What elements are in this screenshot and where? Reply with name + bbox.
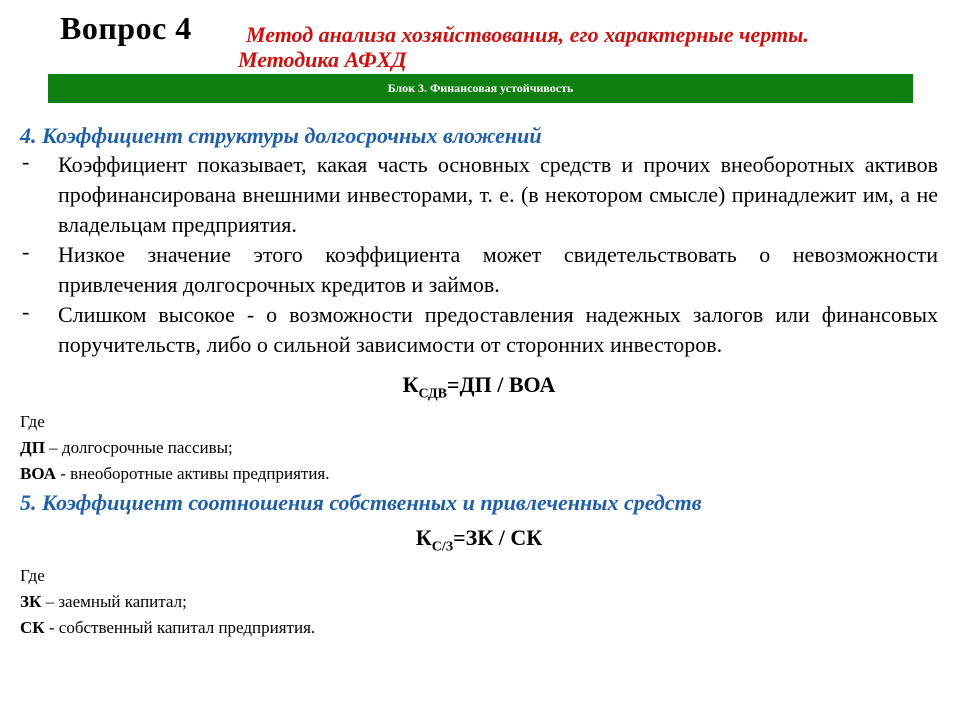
formula-expression: =ЗК / СК <box>453 525 543 551</box>
definition-text: – заемный капитал; <box>41 591 187 611</box>
definition-text: - внеоборотные активы предприятия. <box>56 464 330 484</box>
formula-subscript: СДВ <box>418 386 447 402</box>
formula-expression: =ДП / ВОА <box>446 372 556 397</box>
formula-sdv <box>20 370 938 409</box>
bullet-text: Низкое значение этого коэффициента может свидетельствовать о невозможности привлечения долгосрочных кредитов и займов. <box>58 242 938 297</box>
where-label: Где <box>20 565 45 585</box>
definition-term: ВОА <box>20 464 56 484</box>
where-label: Где <box>20 412 45 432</box>
bullet-item <box>20 150 938 240</box>
bullet-text: Коэффициент показывает, какая часть основных средств и прочих внеоборотных активов профинансирована внешними инвесторами, т. е. (в некотором смысле) принадлежит им, а не владельцам предприятия. <box>58 152 938 237</box>
formula-k: К <box>402 372 419 397</box>
section-5-heading: 5. Коэффициент соотношения собственных и привлеченных средств <box>20 490 702 516</box>
bullet-dash: - <box>22 149 30 174</box>
definition-text: – долгосрочные пассивы; <box>44 438 233 458</box>
bullet-text: Слишком высокое - о возможности предоставления надежных залогов или финансовых поручительств, либо о сильной зависимости от сторонних инвесторов. <box>58 302 938 357</box>
section-4-heading: 4. Коэффициент структуры долгосрочных вложений <box>20 123 542 148</box>
definition-sk <box>20 615 938 641</box>
question-title: Вопрос 4 <box>60 10 192 46</box>
subtitle-line-1: Метод анализа хозяйствования, его характерные черты. <box>246 22 809 47</box>
bullet-dash: - <box>22 299 30 324</box>
formula-subscript: С/З <box>431 539 454 555</box>
block-banner: Блок 3. Финансовая устойчивость <box>48 74 913 103</box>
formula-k: К <box>415 525 432 551</box>
bullet-dash: - <box>22 239 30 264</box>
definition-text: - собственный капитал предприятия. <box>44 617 316 637</box>
definition-term: ЗК <box>20 591 42 611</box>
bullet-item <box>20 300 938 360</box>
definition-dp <box>20 435 938 461</box>
subtitle-line-2: Методика АФХД <box>238 47 407 72</box>
formula-sz <box>20 523 938 562</box>
slide-content <box>20 122 938 641</box>
definition-voa <box>20 461 938 487</box>
definition-term: ДП <box>20 438 45 458</box>
definition-term: СК <box>20 617 45 637</box>
definition-zk <box>20 589 938 615</box>
bullet-item <box>20 240 938 300</box>
question-subtitle <box>238 22 809 72</box>
